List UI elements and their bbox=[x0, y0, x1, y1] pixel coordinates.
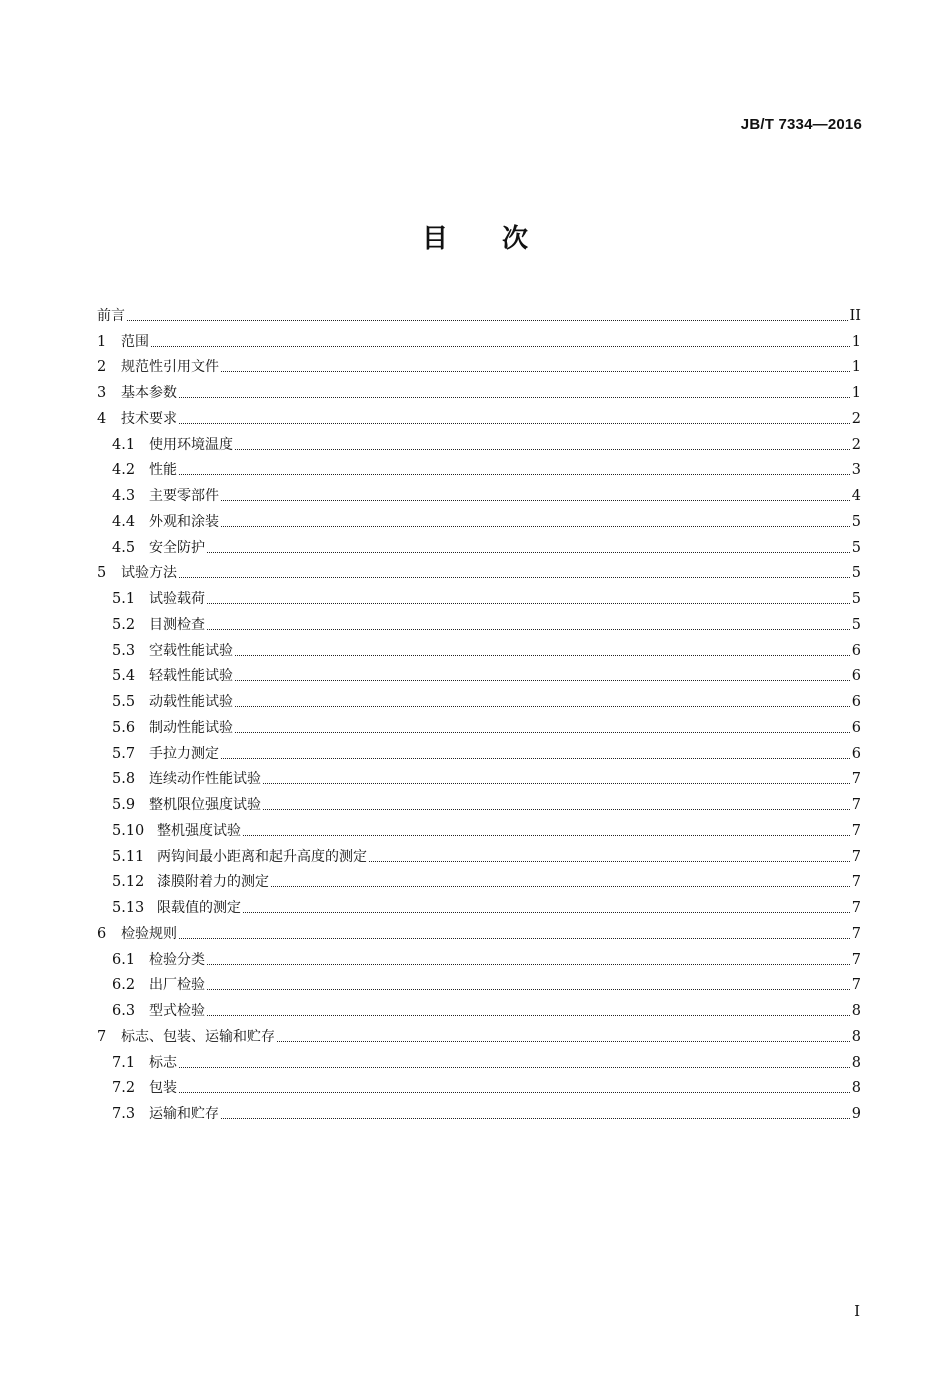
dot-leader bbox=[369, 859, 850, 862]
toc-entry-page: 7 bbox=[851, 822, 861, 839]
toc-entry-number: 4.1 bbox=[112, 436, 136, 453]
toc-entry-number: 1 bbox=[97, 333, 107, 350]
toc-entry-number: 5.1 bbox=[112, 591, 136, 607]
toc-entry-page: 5 bbox=[851, 616, 861, 633]
toc-entry-page: 7 bbox=[851, 771, 861, 788]
toc-entry[interactable] bbox=[97, 893, 861, 919]
toc-entry-number: 4.3 bbox=[112, 488, 136, 504]
toc-entry[interactable] bbox=[97, 610, 861, 636]
toc-entry-title: 技术要求 bbox=[121, 410, 177, 427]
dot-leader bbox=[179, 395, 850, 398]
dot-leader bbox=[179, 472, 850, 475]
toc-entry-page: 8 bbox=[851, 1003, 861, 1019]
page-title-char-1: 目 bbox=[421, 224, 448, 254]
toc-entry[interactable] bbox=[97, 996, 861, 1022]
toc-entry-number: 5.5 bbox=[112, 694, 136, 710]
toc-entry-number: 4.5 bbox=[112, 539, 136, 556]
dot-leader bbox=[235, 704, 850, 707]
dot-leader bbox=[277, 1039, 850, 1042]
table-of-contents bbox=[97, 301, 861, 1125]
toc-entry[interactable] bbox=[97, 378, 861, 404]
toc-entry-page: 7 bbox=[851, 977, 861, 994]
dot-leader bbox=[221, 756, 850, 759]
toc-entry-page: 5 bbox=[851, 565, 861, 582]
toc-entry-page: 8 bbox=[851, 1028, 861, 1045]
toc-entry-number: 5.9 bbox=[112, 797, 136, 813]
dot-leader bbox=[179, 575, 850, 578]
toc-entry-title: 型式检验 bbox=[149, 1003, 205, 1019]
dot-leader bbox=[243, 833, 850, 836]
toc-entry[interactable] bbox=[97, 1048, 861, 1074]
dot-leader bbox=[221, 1116, 850, 1119]
toc-entry-page: 6 bbox=[851, 642, 861, 659]
dot-leader bbox=[235, 678, 850, 681]
toc-entry-page: 4 bbox=[851, 488, 861, 504]
toc-entry-title: 检验分类 bbox=[149, 951, 205, 968]
toc-entry[interactable] bbox=[97, 1099, 861, 1125]
toc-entry-number: 6.1 bbox=[112, 951, 136, 968]
toc-entry-title: 范围 bbox=[121, 333, 149, 350]
toc-entry[interactable] bbox=[97, 868, 861, 894]
toc-entry-title: 外观和涂装 bbox=[149, 513, 219, 530]
toc-entry-page: 1 bbox=[851, 359, 861, 376]
toc-entry-number: 7 bbox=[97, 1028, 107, 1045]
toc-entry[interactable] bbox=[97, 301, 861, 327]
toc-entry-title: 试验载荷 bbox=[149, 591, 205, 607]
toc-entry-number: 7.1 bbox=[112, 1054, 136, 1071]
toc-entry-number: 5.13 bbox=[112, 900, 145, 916]
dot-leader bbox=[221, 498, 850, 501]
toc-entry-number: 5.7 bbox=[112, 745, 136, 762]
toc-entry-page: 6 bbox=[851, 719, 861, 736]
toc-entry-number: 7.2 bbox=[112, 1080, 136, 1097]
toc-entry-title: 整机限位强度试验 bbox=[149, 797, 261, 813]
dot-leader bbox=[235, 447, 850, 450]
toc-entry-page: 9 bbox=[851, 1106, 861, 1122]
toc-entry-page: 7 bbox=[851, 797, 861, 813]
toc-entry-title: 试验方法 bbox=[121, 565, 177, 582]
toc-entry-page: 2 bbox=[851, 410, 861, 427]
toc-entry-page: 6 bbox=[851, 668, 861, 685]
dot-leader bbox=[235, 653, 850, 656]
toc-entry-number: 6 bbox=[97, 925, 107, 942]
page-title bbox=[0, 218, 950, 255]
toc-entry-page: 1 bbox=[851, 333, 861, 350]
toc-entry-page: 7 bbox=[851, 874, 861, 891]
toc-entry[interactable] bbox=[97, 842, 861, 868]
dot-leader bbox=[243, 910, 850, 913]
toc-entry-title: 前言 bbox=[97, 307, 125, 324]
toc-entry-title: 出厂检验 bbox=[149, 977, 205, 994]
toc-entry-number: 6.2 bbox=[112, 977, 136, 994]
toc-entry-page: 5 bbox=[851, 539, 861, 556]
toc-entry-page: 1 bbox=[851, 385, 861, 401]
toc-entry[interactable] bbox=[97, 481, 861, 507]
toc-entry-title: 两钩间最小距离和起升高度的测定 bbox=[157, 848, 367, 865]
toc-entry-number: 6.3 bbox=[112, 1003, 136, 1019]
toc-entry-number: 5.4 bbox=[112, 668, 136, 685]
toc-entry[interactable] bbox=[97, 1074, 861, 1100]
toc-entry-page: 6 bbox=[851, 745, 861, 762]
dot-leader bbox=[207, 550, 850, 553]
toc-entry[interactable] bbox=[97, 533, 861, 559]
toc-entry-title: 整机强度试验 bbox=[157, 822, 241, 839]
toc-entry-page: 3 bbox=[851, 462, 861, 479]
toc-entry[interactable] bbox=[97, 790, 861, 816]
toc-entry-page: 5 bbox=[851, 513, 861, 530]
toc-entry-page: 7 bbox=[851, 951, 861, 968]
dot-leader bbox=[221, 369, 850, 372]
toc-entry-page: 7 bbox=[851, 848, 861, 865]
toc-entry-title: 限载值的测定 bbox=[157, 900, 241, 916]
toc-entry-title: 标志 bbox=[149, 1054, 177, 1071]
toc-entry-page: 5 bbox=[851, 591, 861, 607]
toc-entry[interactable] bbox=[97, 353, 861, 379]
toc-entry[interactable] bbox=[97, 507, 861, 533]
dot-leader bbox=[179, 1065, 850, 1068]
toc-entry-number: 5.8 bbox=[112, 771, 136, 788]
toc-entry-number: 4.4 bbox=[112, 513, 136, 530]
toc-entry-title: 轻载性能试验 bbox=[149, 668, 233, 685]
toc-entry[interactable] bbox=[97, 404, 861, 430]
toc-entry[interactable] bbox=[97, 1022, 861, 1048]
toc-entry-title: 目测检查 bbox=[149, 616, 205, 633]
toc-entry[interactable] bbox=[97, 559, 861, 585]
dot-leader bbox=[263, 781, 850, 784]
toc-entry[interactable] bbox=[97, 636, 861, 662]
dot-leader bbox=[207, 601, 850, 604]
dot-leader bbox=[151, 344, 850, 347]
dot-leader bbox=[179, 421, 850, 424]
toc-entry-number: 5.2 bbox=[112, 616, 136, 633]
toc-entry-page: 7 bbox=[851, 900, 861, 916]
toc-entry-number: 4 bbox=[97, 410, 107, 427]
toc-entry[interactable] bbox=[97, 713, 861, 739]
dot-leader bbox=[207, 987, 850, 990]
dot-leader bbox=[207, 962, 850, 965]
toc-entry-title: 手拉力测定 bbox=[149, 745, 219, 762]
toc-entry-title: 空载性能试验 bbox=[149, 642, 233, 659]
toc-entry-title: 制动性能试验 bbox=[149, 719, 233, 736]
dot-leader bbox=[127, 318, 848, 321]
toc-entry[interactable] bbox=[97, 584, 861, 610]
dot-leader bbox=[235, 730, 850, 733]
toc-entry-number: 2 bbox=[97, 359, 107, 376]
toc-entry[interactable] bbox=[97, 945, 861, 971]
toc-entry-title: 连续动作性能试验 bbox=[149, 771, 261, 788]
toc-entry-page: 8 bbox=[851, 1054, 861, 1071]
toc-entry-number: 7.3 bbox=[112, 1106, 136, 1122]
dot-leader bbox=[271, 884, 850, 887]
toc-entry-page: 8 bbox=[851, 1080, 861, 1097]
toc-entry-title: 安全防护 bbox=[149, 539, 205, 556]
dot-leader bbox=[263, 807, 850, 810]
toc-entry-page: II bbox=[849, 307, 861, 324]
toc-entry-number: 5.3 bbox=[112, 642, 136, 659]
page-number: I bbox=[854, 1302, 860, 1320]
toc-entry[interactable] bbox=[97, 687, 861, 713]
toc-entry[interactable] bbox=[97, 430, 861, 456]
toc-entry-title: 漆膜附着力的测定 bbox=[157, 874, 269, 891]
toc-entry-title: 运输和贮存 bbox=[149, 1106, 219, 1122]
toc-entry-number: 4.2 bbox=[112, 462, 136, 479]
toc-entry[interactable] bbox=[97, 919, 861, 945]
dot-leader bbox=[207, 627, 850, 630]
dot-leader bbox=[179, 1090, 850, 1093]
toc-entry[interactable] bbox=[97, 765, 861, 791]
standard-code: JB/T 7334—2016 bbox=[740, 116, 862, 133]
toc-entry-number: 5 bbox=[97, 565, 107, 582]
toc-entry-title: 动载性能试验 bbox=[149, 694, 233, 710]
dot-leader bbox=[179, 936, 850, 939]
toc-entry-page: 2 bbox=[851, 436, 861, 453]
dot-leader bbox=[221, 524, 850, 527]
toc-entry-title: 基本参数 bbox=[121, 385, 177, 401]
toc-entry-number: 5.10 bbox=[112, 822, 145, 839]
toc-entry-page: 7 bbox=[851, 925, 861, 942]
toc-entry-title: 规范性引用文件 bbox=[121, 359, 219, 376]
toc-entry-title: 标志、包装、运输和贮存 bbox=[121, 1028, 275, 1045]
toc-entry-number: 5.12 bbox=[112, 874, 145, 891]
toc-entry-title: 检验规则 bbox=[121, 925, 177, 942]
toc-entry[interactable] bbox=[97, 327, 861, 353]
toc-entry-title: 性能 bbox=[149, 462, 177, 479]
toc-entry[interactable] bbox=[97, 816, 861, 842]
toc-entry[interactable] bbox=[97, 739, 861, 765]
page-title-char-2: 次 bbox=[502, 224, 529, 254]
toc-entry[interactable] bbox=[97, 971, 861, 997]
toc-entry-number: 5.11 bbox=[112, 848, 145, 865]
dot-leader bbox=[207, 1013, 850, 1016]
toc-entry-number: 5.6 bbox=[112, 719, 136, 736]
toc-entry-number: 3 bbox=[97, 385, 107, 401]
toc-entry[interactable] bbox=[97, 662, 861, 688]
toc-entry-title: 使用环境温度 bbox=[149, 436, 233, 453]
toc-entry-title: 包装 bbox=[149, 1080, 177, 1097]
toc-entry-title: 主要零部件 bbox=[149, 488, 219, 504]
toc-entry[interactable] bbox=[97, 456, 861, 482]
toc-entry-page: 6 bbox=[851, 694, 861, 710]
